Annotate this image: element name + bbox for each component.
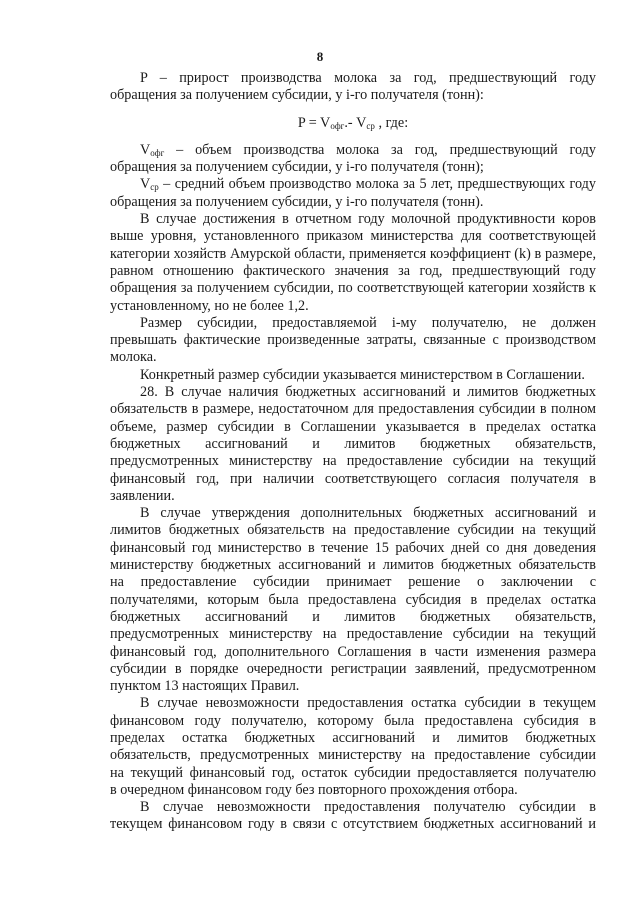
text-line: установленному, но не более 1,2. [110, 297, 309, 314]
text-line: текущем финансовом году в связи с отсутствием бюджетных ассигнований и [110, 816, 596, 833]
text-line: пунктом 13 настоящих Правил. [110, 678, 300, 695]
text-line: равном отношению фактического значения за год, предшествующий году [110, 262, 596, 279]
text-line: обязательств в размере, недостаточном для предоставления субсидии в полном [110, 401, 596, 418]
text-line: P – прирост производства молока за год, предшествующий году [140, 70, 596, 86]
text-line: получателями, которым была предоставлена субсидия в пределах остатка [110, 591, 596, 608]
formula [110, 115, 596, 132]
text-line: превышать фактические произведенные затраты, связанные с производством [110, 332, 596, 349]
formula-sub1: офг [330, 120, 345, 131]
text-line: предусмотренных министерству на предоставление субсидии на текущий [110, 453, 596, 470]
spacer [110, 105, 596, 115]
text-line: В случае достижения в отчетном году молочной продуктивности коров [140, 211, 596, 228]
text-line: $V_{офг}$ – объем производства молока за год, предшествующий году [140, 141, 596, 158]
text-line: финансовом году получателю, которому была предоставлена субсидия в [110, 712, 596, 729]
spacer [110, 132, 596, 142]
text-line: министерству бюджетных ассигнований и лимитов бюджетных обязательств [110, 557, 596, 574]
text-line: финансовый год министерство в течение 15 рабочих дней со дня доведения [110, 539, 596, 556]
formula-sub2: ср [366, 120, 375, 131]
text-line: пределах остатка бюджетных ассигнований и лимитов бюджетных [110, 729, 596, 746]
text-line: категории хозяйств Амурской области, применяется коэффициент (k) в размере, [110, 245, 596, 262]
text-line: В случае невозможности предоставления остатка субсидии в текущем [140, 695, 596, 712]
text-line: предусмотренных министерству на предоставление субсидии на текущий [110, 626, 596, 643]
document-body [110, 70, 596, 834]
text-line: бюджетных ассигнований и лимитов бюджетных обязательств, [110, 608, 596, 625]
text-line: обращения за получением субсидии, по соответствующей категории хозяйств к [110, 280, 596, 297]
text-line: Конкретный размер субсидии указывается министерством в Соглашении. [140, 366, 585, 383]
text-line: бюджетных ассигнований и лимитов бюджетных обязательств, [110, 435, 596, 452]
text-line: субсидии в порядке очередности регистрации заявлений, предусмотренном [110, 660, 596, 677]
text-line: обращения за получением субсидии, у i-го получателя (тонн): [110, 87, 484, 104]
text-line: В случае утверждения дополнительных бюджетных ассигнований и [140, 505, 596, 522]
text-line: в очередном финансовом году без повторного прохождения отбора. [110, 781, 518, 798]
text-line: обязательств, предусмотренных министерству на предоставление субсидии [110, 747, 596, 764]
text-line: выше уровня, установленного приказом министерства для соответствующей [110, 228, 596, 245]
page-number: 8 [316, 49, 324, 64]
formula-mid: .- V [344, 114, 367, 131]
text-line: объеме, размер субсидии в Соглашении указывается в пределах остатка [110, 418, 596, 435]
text-line: В случае невозможности предоставления получателю субсидии в [140, 799, 596, 816]
text-line: обращения за получением субсидии, у i-го получателя (тонн); [110, 159, 484, 176]
text-line: заявлении. [110, 487, 175, 504]
text-line: на текущий финансовый год, остаток субсидии предоставляется получателю [110, 764, 596, 781]
formula-lhs: P = V [297, 114, 331, 131]
text-line: обращения за получением субсидии, у i-го получателя (тонн). [110, 193, 484, 210]
text-line: 28. В случае наличия бюджетных ассигнований и лимитов бюджетных [140, 384, 596, 401]
text-line: на предоставление субсидии принимает решение о заключении с [110, 574, 596, 591]
text-line: финансовый год, при наличии соответствующего согласия получателя в [110, 470, 596, 487]
text-line: молока. [110, 349, 157, 366]
text-line: $V_{ср}$ – средний объем производство молока за 5 лет, предшествующих году [140, 176, 596, 193]
text-line: лимитов бюджетных обязательств на предоставление субсидии на текущий [110, 522, 596, 539]
text-line: Размер субсидии, предоставляемой i-му получателю, не должен [140, 314, 596, 331]
text-line: финансовый год, дополнительного Соглашения в части изменения размера [110, 643, 596, 660]
formula-rhs: , где: [374, 114, 409, 131]
